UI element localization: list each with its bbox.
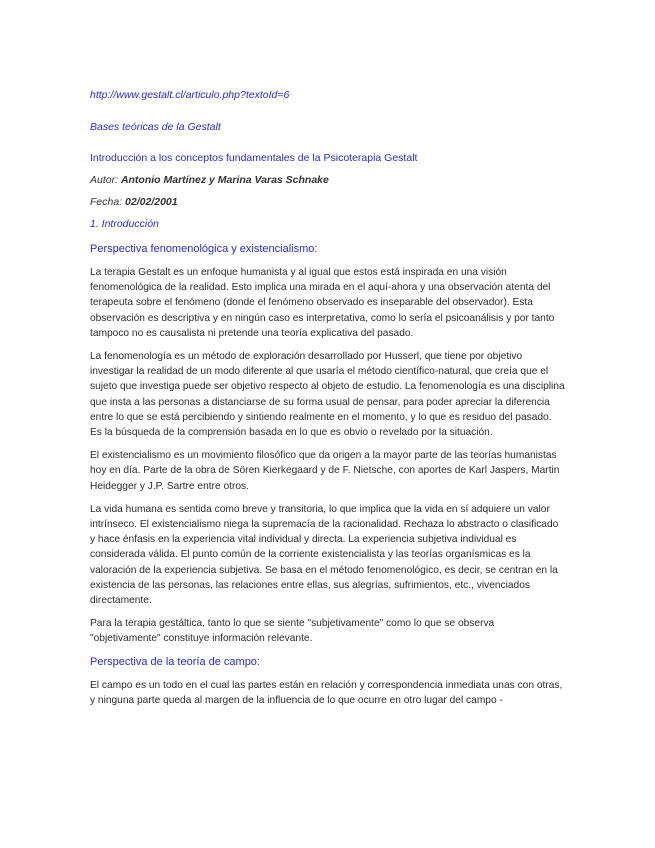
section-number: 1. Introducción: [90, 218, 159, 230]
paragraph: La fenomenología es un método de exploración desarrollado por Husserl, que tiene por objetivo investigar la realidad de un modo diferente al que usaría el método científico-natural, que creía que el sujeto que investiga puede ser objetivo respecto al objeto de estudio. La fenomenología es una disciplina que insta a las personas a distanciarse de su forma usual de pensar, para poder apreciar la diferencia entre lo que se está percibiendo y sintiendo realmente en el momento, y lo que es residuo del pasado. Es la búsqueda de la comprensión basada en lo que es obvio o revelado por la situación.: [90, 351, 565, 439]
intro-title: Introducción a los conceptos fundamentales de la Psicoterapia Gestalt: [90, 152, 418, 164]
heading-teoria-campo: Perspectiva de la teoría de campo:: [90, 655, 260, 668]
source-url: http://www.gestalt.cl/articulo.php?textoId=6: [90, 89, 290, 101]
paragraph: La vida humana es sentida como breve y transitoria, lo que implica que la vida en sí adquiere un valor intrínseco. El existencialismo niega la supremacía de la racionalidad. Rechaza lo abstracto o clasificado y hace énfasis en la experiencia vital individual y directa. La experiencia subjetiva individual es considerada válida. El punto común de la corriente existencialista y las teorías organísmicas es la valoración de la experiencia subjetiva. Se basa en el método fenomenológico, es decir, se centran en la existencia de las personas, las relaciones entre ellas, sus alegrías, sufrimientos, etc., vivenciados directamente.: [90, 503, 559, 607]
author-value: Antonio Martínez y Marina Varas Schnake: [120, 174, 329, 186]
date-line: [90, 195, 566, 209]
author-line: [90, 173, 566, 187]
heading-fenomenologica: Perspectiva fenomenológica y existencialismo:: [90, 243, 318, 255]
date-label: Fecha:: [90, 196, 123, 208]
paragraph: Para la terapia gestáltica, tanto lo que se siente "subjetivamente" como lo que se observa "objetivamente" constituye información relevante.: [90, 618, 495, 645]
bases-title: Bases teóricas de la Gestalt: [90, 121, 221, 133]
paragraph: El existencialismo es un movimiento filosófico que da origen a la mayor parte de las teorías humanistas hoy en día. Parte de la obra de Sören Kierkegaard y de F. Nietsche, con aportes de Karl Jaspers, Martin Heidegger y J.P. Sartre entre otros.: [90, 450, 560, 492]
date-value: 02/02/2001: [125, 196, 178, 208]
paragraph: El campo es un todo en el cual las partes están en relación y correspondencia inmediata unas con otras, y ninguna parte queda al margen de la influencia de lo que ocurre en otro lugar del campo -: [90, 679, 563, 706]
paragraph: La terapia Gestalt es un enfoque humanista y al igual que estos está inspirada en una visión fenomenológica de la realidad. Esto implica una mirada en el aquí-ahora y una observación atenta del terapeuta sobre el fenómeno (donde el fenómeno observado es inseparable del observador). Esta observación es descriptiva y en ningún caso es interpretativa, como lo sería el psicoanálisis y por tanto tampoco no es causalista ni pretende una teoría explicativa del pasado.: [90, 267, 555, 339]
author-label: Autor:: [90, 174, 119, 186]
document-page: [90, 88, 566, 716]
